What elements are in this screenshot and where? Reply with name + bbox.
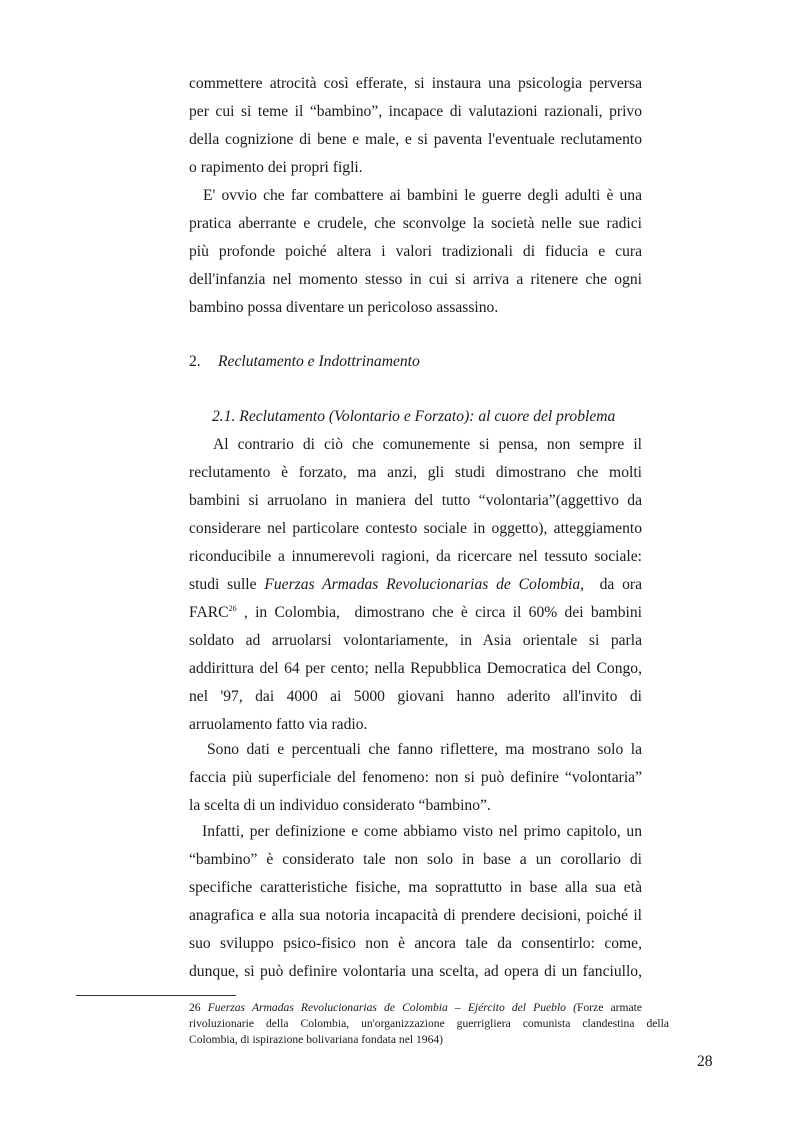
- body-text-line: per cui si teme il “bambino”, incapace di valutazioni razionali, privo: [189, 103, 642, 120]
- text-run: FARC: [189, 604, 229, 621]
- section-number: 2.: [189, 353, 201, 370]
- body-text-line: riconducibile a innumerevoli ragioni, da ricercare nel tessuto sociale:: [189, 548, 642, 565]
- subsection-title: 2.1. Reclutamento (Volontario e Forzato): al cuore del problema: [212, 408, 616, 425]
- body-text-line: bambino possa diventare un pericoloso assassino.: [189, 299, 499, 316]
- footnote-line: Colombia, di ispirazione bolivariana fondata nel 1964): [189, 1033, 444, 1046]
- body-text-line: arruolamento fatto via radio.: [189, 716, 368, 733]
- footnote-reference[interactable]: 26: [228, 603, 237, 613]
- body-text-line: bambini si arruolano in maniera del tutto “volontaria”(aggettivo da: [189, 492, 642, 509]
- body-text-line: pratica aberrante e crudele, che sconvolge la società nelle sue radici: [189, 215, 642, 232]
- text-run: , in Colombia, dimostrano che è circa il 60% dei bambini: [236, 604, 642, 621]
- text-run: studi sulle: [189, 576, 265, 593]
- body-text-line: anagrafica e alla sua notoria incapacità di prendere decisioni, poiché il: [189, 907, 642, 924]
- body-text-line: Sono dati e percentuali che fanno riflettere, ma mostrano solo la: [207, 741, 642, 758]
- footnote-separator: [76, 995, 236, 996]
- italic-org-name: Fuerzas Armadas Revolucionarias de Colombia,: [264, 576, 585, 593]
- body-text-line: “bambino” è considerato tale non solo in base a un corollario di: [189, 851, 642, 868]
- body-text-line: dunque, si può definire volontaria una scelta, ad opera di un fanciullo,: [189, 963, 642, 980]
- body-text-line: [189, 575, 642, 595]
- body-text-line: Infatti, per definizione e come abbiamo visto nel primo capitolo, un: [202, 823, 642, 840]
- body-text-line: commettere atrocità così efferate, si instaura una psicologia perversa: [189, 75, 642, 92]
- body-text-line: la scelta di un individuo considerato “bambino”.: [189, 797, 491, 814]
- footnote-italic: Fuerzas Armadas Revolucionarias de Colombia – Ejército del Pueblo (: [207, 1001, 577, 1014]
- footnote-number: 26: [189, 1001, 208, 1014]
- section-title: Reclutamento e Indottrinamento: [218, 353, 420, 370]
- body-text-line: suo sviluppo psico-fisico non è ancora tale da consentirlo: come,: [189, 935, 642, 952]
- body-text-line: o rapimento dei propri figli.: [189, 159, 363, 176]
- body-text-line: dell'infanzia nel momento stesso in cui si arriva a ritenere che ogni: [189, 271, 642, 288]
- body-text-line: [189, 603, 642, 623]
- body-text-line: soldato ad arruolarsi volontariamente, in Asia orientale si parla: [189, 632, 642, 649]
- footnote-line: [189, 1000, 642, 1016]
- body-text-line: più profonde poiché altera i valori tradizionali di fiducia e cura: [189, 243, 642, 260]
- body-text-line: E' ovvio che far combattere ai bambini le guerre degli adulti è una: [203, 187, 642, 204]
- body-text-line: della cognizione di bene e male, e si paventa l'eventuale reclutamento: [189, 131, 642, 148]
- body-text-line: considerare nel particolare contesto sociale in oggetto), atteggiamento: [189, 520, 642, 537]
- body-text-line: reclutamento è forzato, ma anzi, gli studi dimostrano che molti: [189, 464, 642, 481]
- body-text-line: specifiche caratteristiche fisiche, ma soprattutto in base alla sua età: [189, 879, 642, 896]
- body-text-line: Al contrario di ciò che comunemente si pensa, non sempre il: [213, 436, 642, 453]
- body-text-line: addirittura del 64 per cento; nella Repubblica Democratica del Congo,: [189, 660, 642, 677]
- page-number: 28: [697, 1053, 713, 1070]
- body-text-line: nel '97, dai 4000 ai 5000 giovani hanno aderito all'invito di: [189, 688, 642, 705]
- footnote-line: rivoluzionarie della Colombia, un'organizzazione guerrigliera comunista clandestina della: [189, 1017, 669, 1030]
- body-text-line: faccia più superficiale del fenomeno: non si può definire “volontaria”: [189, 769, 642, 786]
- text-run: Forze armate: [576, 1001, 642, 1014]
- text-run: da ora: [584, 576, 642, 593]
